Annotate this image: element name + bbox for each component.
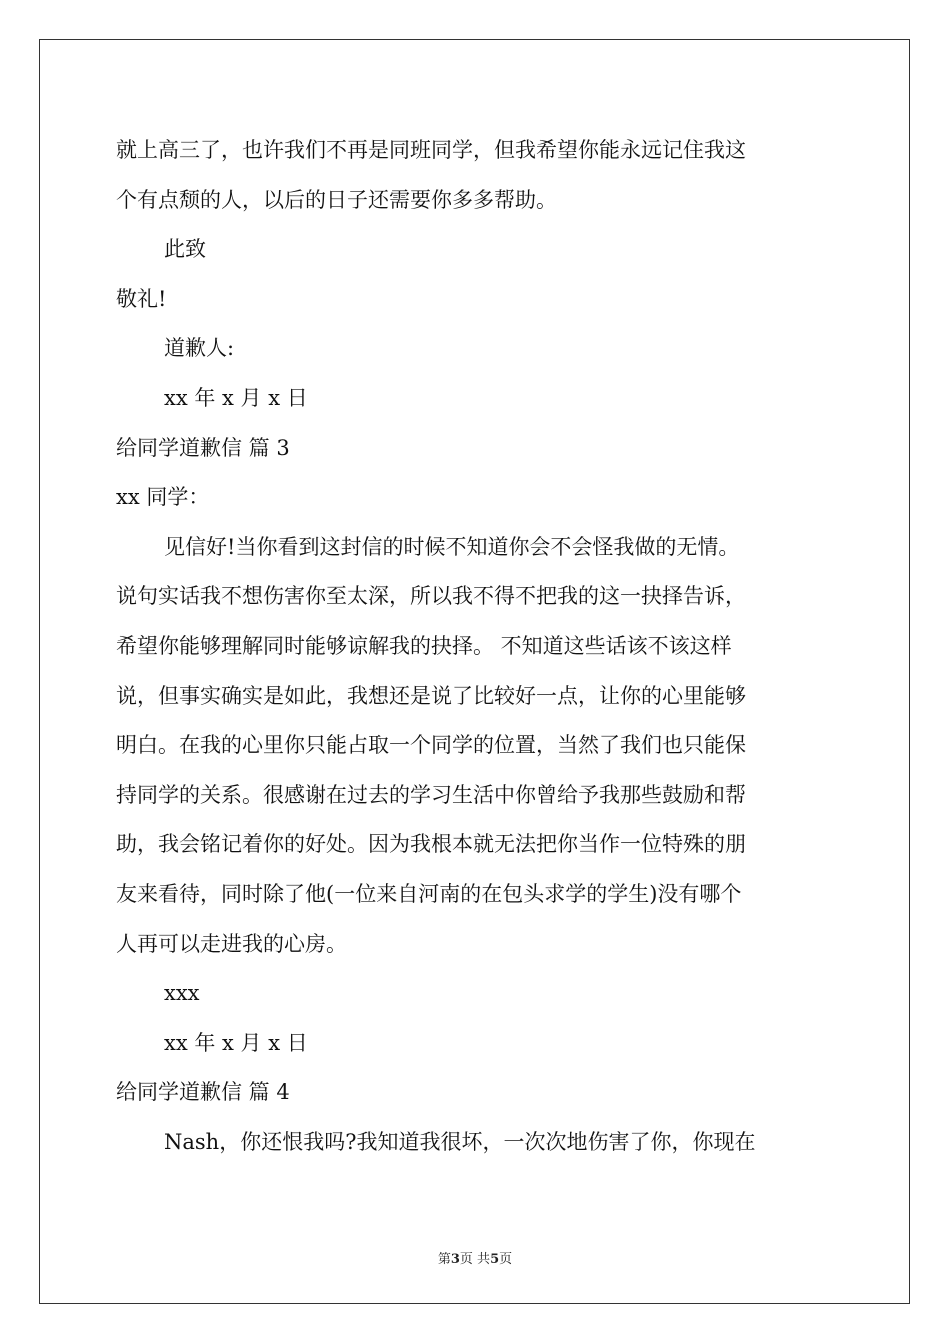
- body-line: 持同学的关系。很感谢在过去的学习生活中你曾给予我那些鼓励和帮: [116, 782, 746, 807]
- footer-middle: 页 共: [459, 1252, 491, 1267]
- body-line: 友来看待，同时除了他(一位来自河南的在包头求学的学生)没有哪个: [116, 881, 742, 906]
- letter-date: xx 年 x 月 x 日: [164, 385, 308, 410]
- body-line: 就上高三了，也许我们不再是同班同学，但我希望你能永远记住我这: [116, 138, 746, 162]
- body-line: 助，我会铭记着你的好处。因为我根本就无法把你当作一位特殊的朋: [116, 832, 746, 857]
- letter-greeting: xx 同学：: [116, 485, 210, 510]
- letter-date: xx 年 x 月 x 日: [164, 1030, 308, 1055]
- body-line: 说句实话我不想伤害你至太深，所以我不得不把我的这一抉择告诉，: [116, 584, 746, 609]
- section-heading: 给同学道歉信 篇 4: [116, 1080, 290, 1105]
- footer-suffix: 页: [499, 1252, 513, 1267]
- signature-name: xxx: [164, 981, 200, 1006]
- body-line: 明白。在我的心里你只能占取一个同学的位置，当然了我们也只能保: [116, 733, 746, 758]
- body-line: Nash，你还恨我吗?我知道我很坏，一次次地伤害了你，你现在: [164, 1129, 756, 1154]
- footer-prefix: 第: [437, 1252, 451, 1267]
- footer-page-number: 3: [450, 1252, 460, 1267]
- body-line: 个有点颓的人，以后的日子还需要你多多帮助。: [116, 187, 557, 212]
- body-line: 人再可以走进我的心房。: [116, 931, 347, 956]
- closing-salutation: 此致: [164, 237, 206, 262]
- body-line: 希望你能够理解同时能够谅解我的抉择。 不知道这些话该不该这样: [116, 633, 732, 658]
- document-body: [116, 126, 840, 1167]
- signature-label: 道歉人:: [164, 336, 235, 361]
- footer-total-pages: 5: [490, 1252, 500, 1267]
- body-line: 见信好!当你看到这封信的时候不知道你会不会怪我做的无情。: [164, 534, 740, 559]
- page-footer: [0, 1248, 950, 1267]
- section-heading: 给同学道歉信 篇 3: [116, 435, 290, 460]
- closing-salute: 敬礼!: [116, 286, 167, 311]
- body-line: 说，但事实确实是如此，我想还是说了比较好一点，让你的心里能够: [116, 683, 746, 708]
